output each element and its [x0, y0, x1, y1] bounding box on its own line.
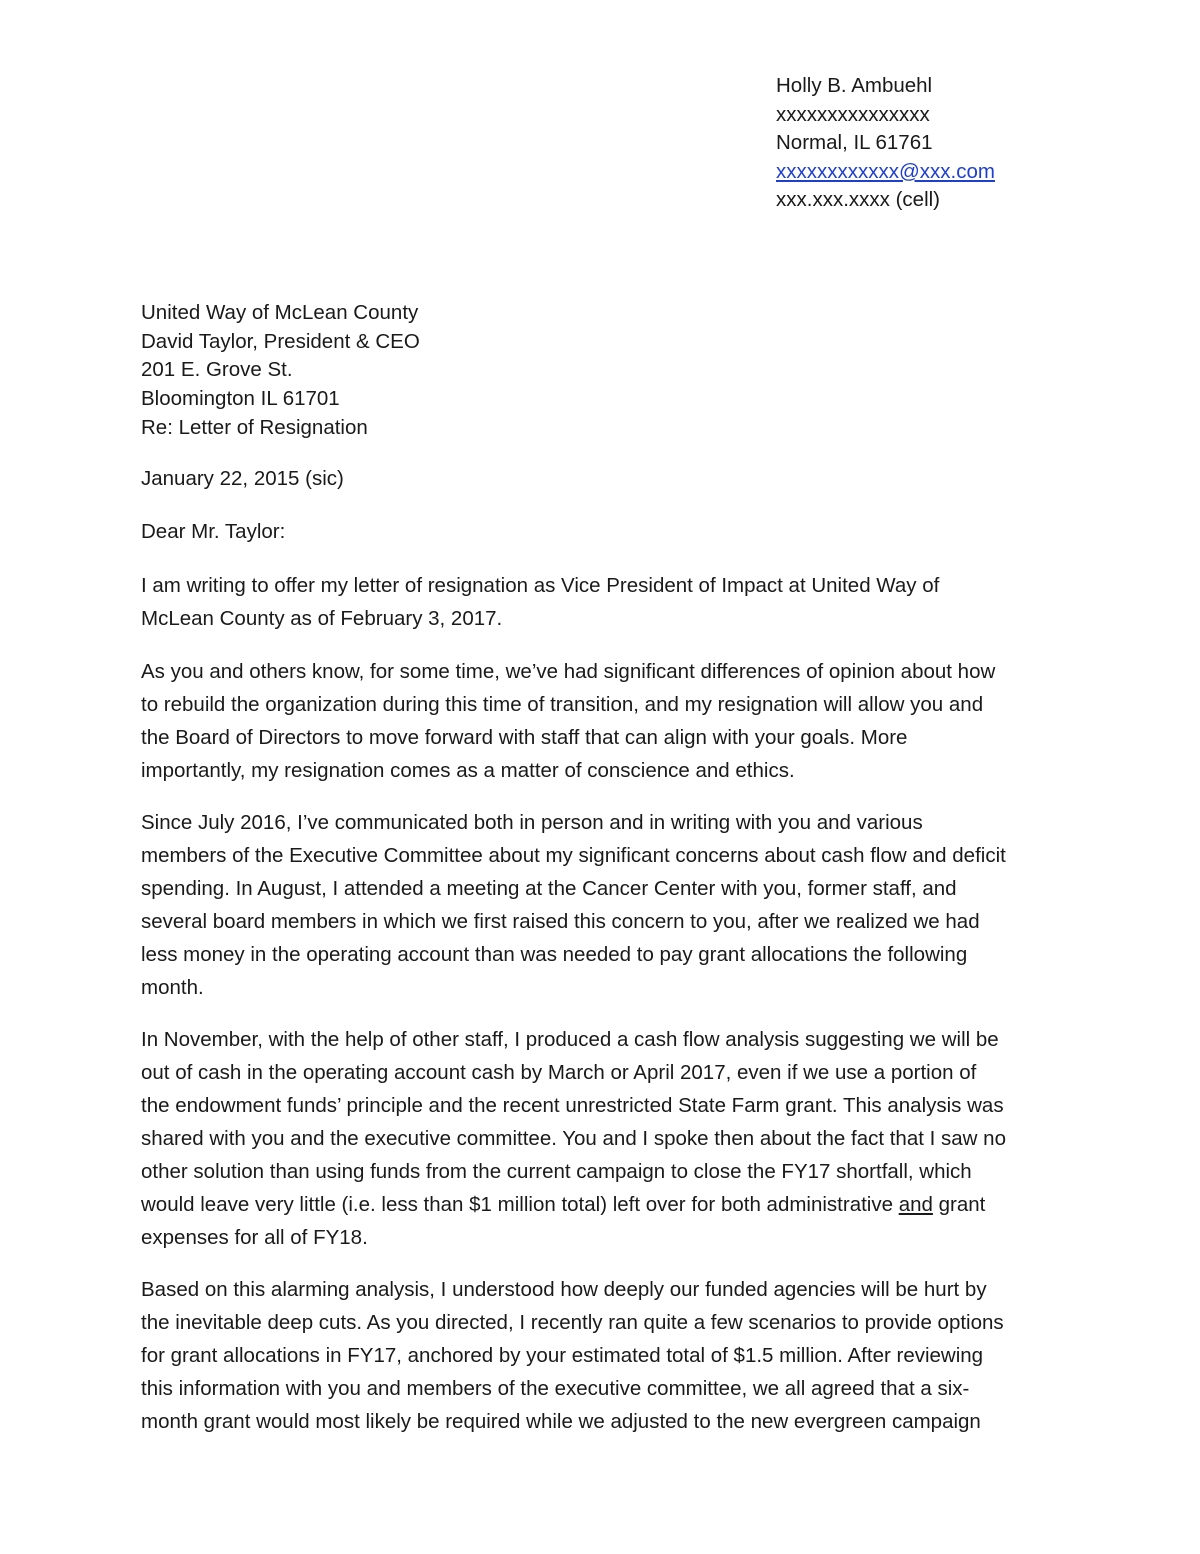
paragraph-3	[141, 806, 1071, 1004]
paragraph-line: As you and others know, for some time, we’ve had significant differences of opinion about how	[141, 660, 996, 683]
paragraph-line: expenses for all of FY18.	[141, 1226, 368, 1249]
paragraph-line: month.	[141, 976, 204, 999]
underlined-word: and	[898, 1193, 933, 1216]
letter-date: January 22, 2015 (sic)	[141, 467, 344, 490]
letter-subject: Re: Letter of Resignation	[141, 415, 368, 439]
recipient-city: Bloomington IL 61701	[141, 387, 340, 411]
paragraph-line: Since July 2016, I’ve communicated both in person and in writing with you and various	[141, 811, 923, 834]
paragraph-line: I am writing to offer my letter of resignation as Vice President of Impact at United Way of	[141, 574, 940, 597]
paragraph-line: shared with you and the executive committee. You and I spoke then about the fact that I saw no	[141, 1127, 1006, 1150]
paragraph-line: McLean County as of February 3, 2017.	[141, 607, 503, 630]
paragraph-line: In November, with the help of other staff, I produced a cash flow analysis suggesting we will be	[141, 1028, 999, 1051]
recipient-person: David Taylor, President & CEO	[141, 329, 420, 353]
paragraph-5	[141, 1273, 1071, 1438]
paragraph-line: Based on this alarming analysis, I understood how deeply our funded agencies will be hurt by	[141, 1278, 987, 1301]
paragraph-line: members of the Executive Committee about my significant concerns about cash flow and deficit	[141, 844, 1006, 867]
paragraph-line-with-underline	[141, 1188, 1071, 1221]
paragraph-line: the endowment funds’ principle and the recent unrestricted State Farm grant. This analysis was	[141, 1094, 1004, 1117]
paragraph-line: several board members in which we first raised this concern to you, after we realized we had	[141, 910, 980, 933]
paragraph-line: less money in the operating account than was needed to pay grant allocations the following	[141, 943, 968, 966]
sender-phone: xxx.xxx.xxxx (cell)	[776, 188, 940, 212]
recipient-address-block	[141, 299, 420, 442]
paragraph-line: to rebuild the organization during this time of transition, and my resignation will allow you and	[141, 693, 984, 716]
text-segment: would leave very little (i.e. less than $1 million total) left over for both administrative	[141, 1193, 899, 1216]
paragraph-line: spending. In August, I attended a meeting at the Cancer Center with you, former staff, and	[141, 877, 957, 900]
paragraph-line: the inevitable deep cuts. As you directed, I recently ran quite a few scenarios to provide options	[141, 1311, 1004, 1334]
recipient-org: United Way of McLean County	[141, 301, 419, 324]
sender-email-link[interactable]: xxxxxxxxxxxx@xxx.com	[776, 159, 995, 183]
paragraph-line: importantly, my resignation comes as a matter of conscience and ethics.	[141, 759, 795, 782]
paragraph-line: month grant would most likely be required while we adjusted to the new evergreen campaign	[141, 1410, 981, 1433]
paragraph-line: out of cash in the operating account cash by March or April 2017, even if we use a portion of	[141, 1061, 977, 1084]
paragraph-4	[141, 1023, 1071, 1254]
salutation: Dear Mr. Taylor:	[141, 520, 286, 543]
paragraph-2	[141, 655, 1071, 787]
paragraph-line: for grant allocations in FY17, anchored by your estimated total of $1.5 million. After reviewing	[141, 1344, 984, 1367]
sender-address-block	[776, 72, 995, 215]
paragraph-line: other solution than using funds from the current campaign to close the FY17 shortfall, which	[141, 1160, 972, 1183]
paragraph-1	[141, 569, 1071, 635]
sender-street: xxxxxxxxxxxxxxx	[776, 102, 930, 126]
sender-name: Holly B. Ambuehl	[776, 74, 933, 97]
recipient-street: 201 E. Grove St.	[141, 358, 293, 382]
paragraph-line: the Board of Directors to move forward with staff that can align with your goals. More	[141, 726, 908, 749]
text-segment: grant	[932, 1193, 986, 1216]
paragraph-line: this information with you and members of the executive committee, we all agreed that a six-	[141, 1377, 970, 1400]
sender-city: Normal, IL 61761	[776, 131, 933, 155]
